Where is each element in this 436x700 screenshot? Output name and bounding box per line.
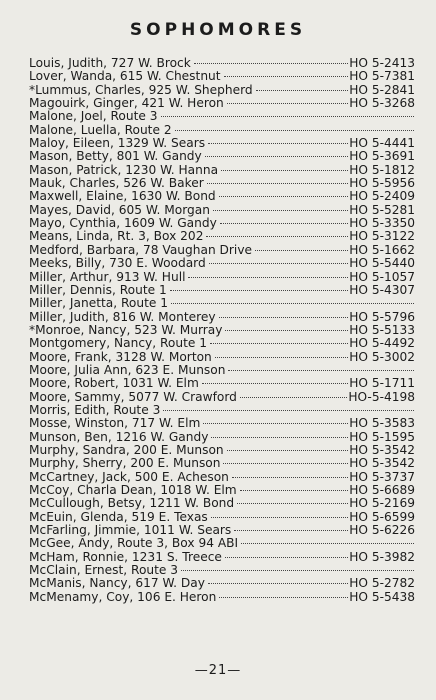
phone-number: HO 5-4307	[349, 282, 415, 297]
dot-leader	[256, 90, 349, 91]
dot-leader	[181, 570, 414, 571]
student-entry: McCullough, Betsy, 1211 W. Bond	[29, 496, 235, 511]
phone-number: HO 5-3542	[349, 456, 415, 471]
directory-row	[29, 457, 415, 470]
student-entry: Miller, Judith, 816 W. Monterey	[29, 309, 216, 324]
phone-number: HO 5-3350	[349, 216, 415, 231]
student-entry: Malone, Luella, Route 2	[29, 122, 172, 137]
student-entry: Lover, Wanda, 615 W. Chestnut	[29, 69, 221, 84]
student-entry: Moore, Robert, 1031 W. Elm	[29, 376, 199, 391]
student-entry: McGee, Andy, Route 3, Box 94 ABI	[29, 536, 239, 551]
dot-leader	[161, 116, 415, 117]
directory-row	[29, 164, 415, 177]
directory-row	[29, 257, 415, 270]
dot-leader	[227, 450, 349, 451]
phone-number: HO 5-3737	[349, 469, 415, 484]
directory-row	[29, 444, 415, 457]
directory-row	[29, 364, 415, 377]
dot-leader	[175, 130, 414, 131]
phone-number: HO 5-6599	[349, 509, 415, 524]
phone-number: HO 5-3268	[349, 96, 415, 111]
directory-row	[29, 351, 415, 364]
student-entry: Moore, Sammy, 5077 W. Crawford	[29, 389, 237, 404]
phone-number: HO 5-3583	[349, 416, 415, 431]
student-entry: Magouirk, Ginger, 421 W. Heron	[29, 96, 224, 111]
student-entry: McClain, Ernest, Route 3	[29, 563, 179, 578]
student-entry: McEuin, Glenda, 519 E. Texas	[29, 509, 208, 524]
phone-number: HO 5-5440	[349, 256, 415, 271]
phone-number: HO 5-3122	[349, 229, 415, 244]
student-entry: McCartney, Jack, 500 E. Acheson	[29, 469, 229, 484]
phone-number: HO-5-4198	[348, 389, 415, 404]
phone-number: HO 5-4492	[349, 336, 415, 351]
directory-row	[29, 417, 415, 430]
directory-row	[29, 70, 415, 83]
directory-row	[29, 324, 415, 337]
phone-number: HO 5-5796	[349, 309, 415, 324]
directory-row	[29, 311, 415, 324]
phone-number: HO 5-3982	[349, 549, 415, 564]
student-entry: Miller, Arthur, 913 W. Hull	[29, 269, 186, 284]
dot-leader	[232, 477, 348, 478]
directory-row	[29, 271, 415, 284]
student-entry: Munson, Ben, 1216 W. Gandy	[29, 429, 209, 444]
dot-leader	[255, 250, 348, 251]
dot-leader	[237, 503, 348, 504]
directory-row	[29, 511, 415, 524]
student-entry: Maloy, Eileen, 1329 W. Sears	[29, 136, 206, 151]
directory-row	[29, 377, 415, 390]
student-entry: Mason, Betty, 801 W. Gandy	[29, 149, 202, 164]
dot-leader	[240, 397, 347, 398]
phone-number: HO 5-1595	[349, 429, 415, 444]
dot-leader	[210, 343, 348, 344]
student-entry: Murphy, Sandra, 200 E. Munson	[29, 442, 224, 457]
dot-leader	[220, 223, 348, 224]
dot-leader	[224, 76, 349, 77]
phone-number: HO 5-6689	[349, 483, 415, 497]
student-entry: Meeks, Billy, 730 E. Woodard	[29, 256, 206, 271]
directory-row	[29, 484, 415, 497]
student-entry: Moore, Julia Ann, 623 E. Munson	[29, 362, 226, 377]
dot-leader	[170, 290, 348, 291]
directory-row	[29, 57, 415, 70]
dot-leader	[206, 236, 348, 237]
phone-number: HO 5-6226	[349, 523, 415, 538]
phone-number: HO 5-1812	[349, 162, 415, 177]
dot-leader	[219, 317, 349, 318]
student-directory-list	[29, 57, 415, 604]
phone-number: HO 5-5438	[349, 589, 415, 604]
directory-row	[29, 124, 415, 137]
phone-number: HO 5-5956	[349, 176, 415, 191]
dot-leader	[223, 463, 348, 464]
dot-leader	[211, 517, 348, 518]
phone-number: HO 5-2409	[349, 189, 415, 204]
dot-leader	[208, 143, 348, 144]
section-heading: SOPHOMORES	[129, 20, 307, 40]
student-entry: McCoy, Charla Dean, 1018 W. Elm	[29, 483, 237, 497]
directory-row	[29, 577, 415, 590]
directory-row	[29, 284, 415, 297]
dot-leader	[219, 196, 349, 197]
dot-leader	[234, 530, 348, 531]
student-entry: Mosse, Winston, 717 W. Elm	[29, 416, 201, 431]
directory-row	[29, 110, 415, 123]
directory-row	[29, 564, 415, 577]
student-entry: Malone, Joel, Route 3	[29, 109, 158, 124]
directory-row	[29, 591, 415, 604]
dot-leader	[188, 277, 348, 278]
directory-row	[29, 137, 415, 150]
directory-row	[29, 150, 415, 163]
student-entry: Mayes, David, 605 W. Morgan	[29, 202, 210, 217]
phone-number: HO 5-3002	[349, 349, 415, 364]
phone-number: HO 5-5281	[349, 202, 415, 217]
student-entry: *Lummus, Charles, 925 W. Shepherd	[29, 82, 253, 97]
dot-leader	[209, 263, 348, 264]
dot-leader	[171, 303, 414, 304]
dot-leader	[207, 183, 348, 184]
phone-number: HO 5-1662	[349, 242, 415, 257]
student-entry: Miller, Dennis, Route 1	[29, 282, 167, 297]
student-entry: McMenamy, Coy, 106 E. Heron	[29, 589, 217, 604]
dot-leader	[211, 437, 348, 438]
dot-leader	[241, 543, 414, 544]
directory-row	[29, 337, 415, 350]
student-entry: Louis, Judith, 727 W. Brock	[29, 56, 191, 70]
directory-row	[29, 391, 415, 404]
phone-number: HO 5-1711	[349, 376, 415, 391]
student-entry: Mason, Patrick, 1230 W. Hanna	[29, 162, 219, 177]
student-entry: *Monroe, Nancy, 523 W. Murray	[29, 322, 223, 337]
phone-number: HO 5-1057	[349, 269, 415, 284]
dot-leader	[194, 63, 348, 64]
phone-number: HO 5-2169	[349, 496, 415, 511]
student-entry: Medford, Barbara, 78 Vaughan Drive	[29, 242, 253, 257]
dot-leader	[240, 490, 349, 491]
phone-number: HO 5-4441	[349, 136, 415, 151]
directory-row	[29, 404, 415, 417]
dot-leader	[219, 597, 348, 598]
directory-row	[29, 204, 415, 217]
dot-leader	[202, 383, 348, 384]
student-entry: Murphy, Sherry, 200 E. Munson	[29, 456, 221, 471]
dot-leader	[228, 370, 414, 371]
student-entry: Moore, Frank, 3128 W. Morton	[29, 349, 212, 364]
directory-row	[29, 551, 415, 564]
dot-leader	[213, 210, 348, 211]
directory-row	[29, 190, 415, 203]
dot-leader	[208, 583, 348, 584]
student-entry: McFarling, Jimmie, 1011 W. Sears	[29, 523, 232, 538]
directory-row	[29, 97, 415, 110]
student-entry: McHam, Ronnie, 1231 S. Treece	[29, 549, 222, 564]
student-entry: Maxwell, Elaine, 1630 W. Bond	[29, 189, 216, 204]
dot-leader	[163, 410, 414, 411]
directory-row	[29, 524, 415, 537]
dot-leader	[227, 103, 348, 104]
phone-number: HO 5-3542	[349, 442, 415, 457]
directory-row	[29, 84, 415, 97]
dot-leader	[225, 330, 348, 331]
directory-row	[29, 177, 415, 190]
dot-leader	[221, 170, 348, 171]
phone-number: HO 5-5133	[349, 322, 415, 337]
dot-leader	[225, 557, 348, 558]
directory-row	[29, 297, 415, 310]
directory-row	[29, 471, 415, 484]
directory-row	[29, 217, 415, 230]
directory-row	[29, 244, 415, 257]
student-entry: Montgomery, Nancy, Route 1	[29, 336, 207, 351]
dot-leader	[215, 357, 348, 358]
phone-number: HO 5-2413	[349, 56, 415, 70]
phone-number: HO 5-2782	[349, 576, 415, 591]
student-entry: Means, Linda, Rt. 3, Box 202	[29, 229, 204, 244]
phone-number: HO 5-2841	[349, 82, 415, 97]
dot-leader	[205, 156, 348, 157]
student-entry: Mauk, Charles, 526 W. Baker	[29, 176, 204, 191]
student-entry: Morris, Edith, Route 3	[29, 402, 161, 417]
directory-row	[29, 230, 415, 243]
dot-leader	[203, 423, 348, 424]
phone-number: HO 5-7381	[349, 69, 415, 84]
directory-row	[29, 431, 415, 444]
student-entry: McManis, Nancy, 617 W. Day	[29, 576, 205, 591]
student-entry: Mayo, Cynthia, 1609 W. Gandy	[29, 216, 217, 231]
directory-row	[29, 497, 415, 510]
student-entry: Miller, Janetta, Route 1	[29, 296, 168, 311]
page-number: —21—	[194, 663, 242, 678]
phone-number: HO 5-3691	[349, 149, 415, 164]
directory-row	[29, 537, 415, 550]
